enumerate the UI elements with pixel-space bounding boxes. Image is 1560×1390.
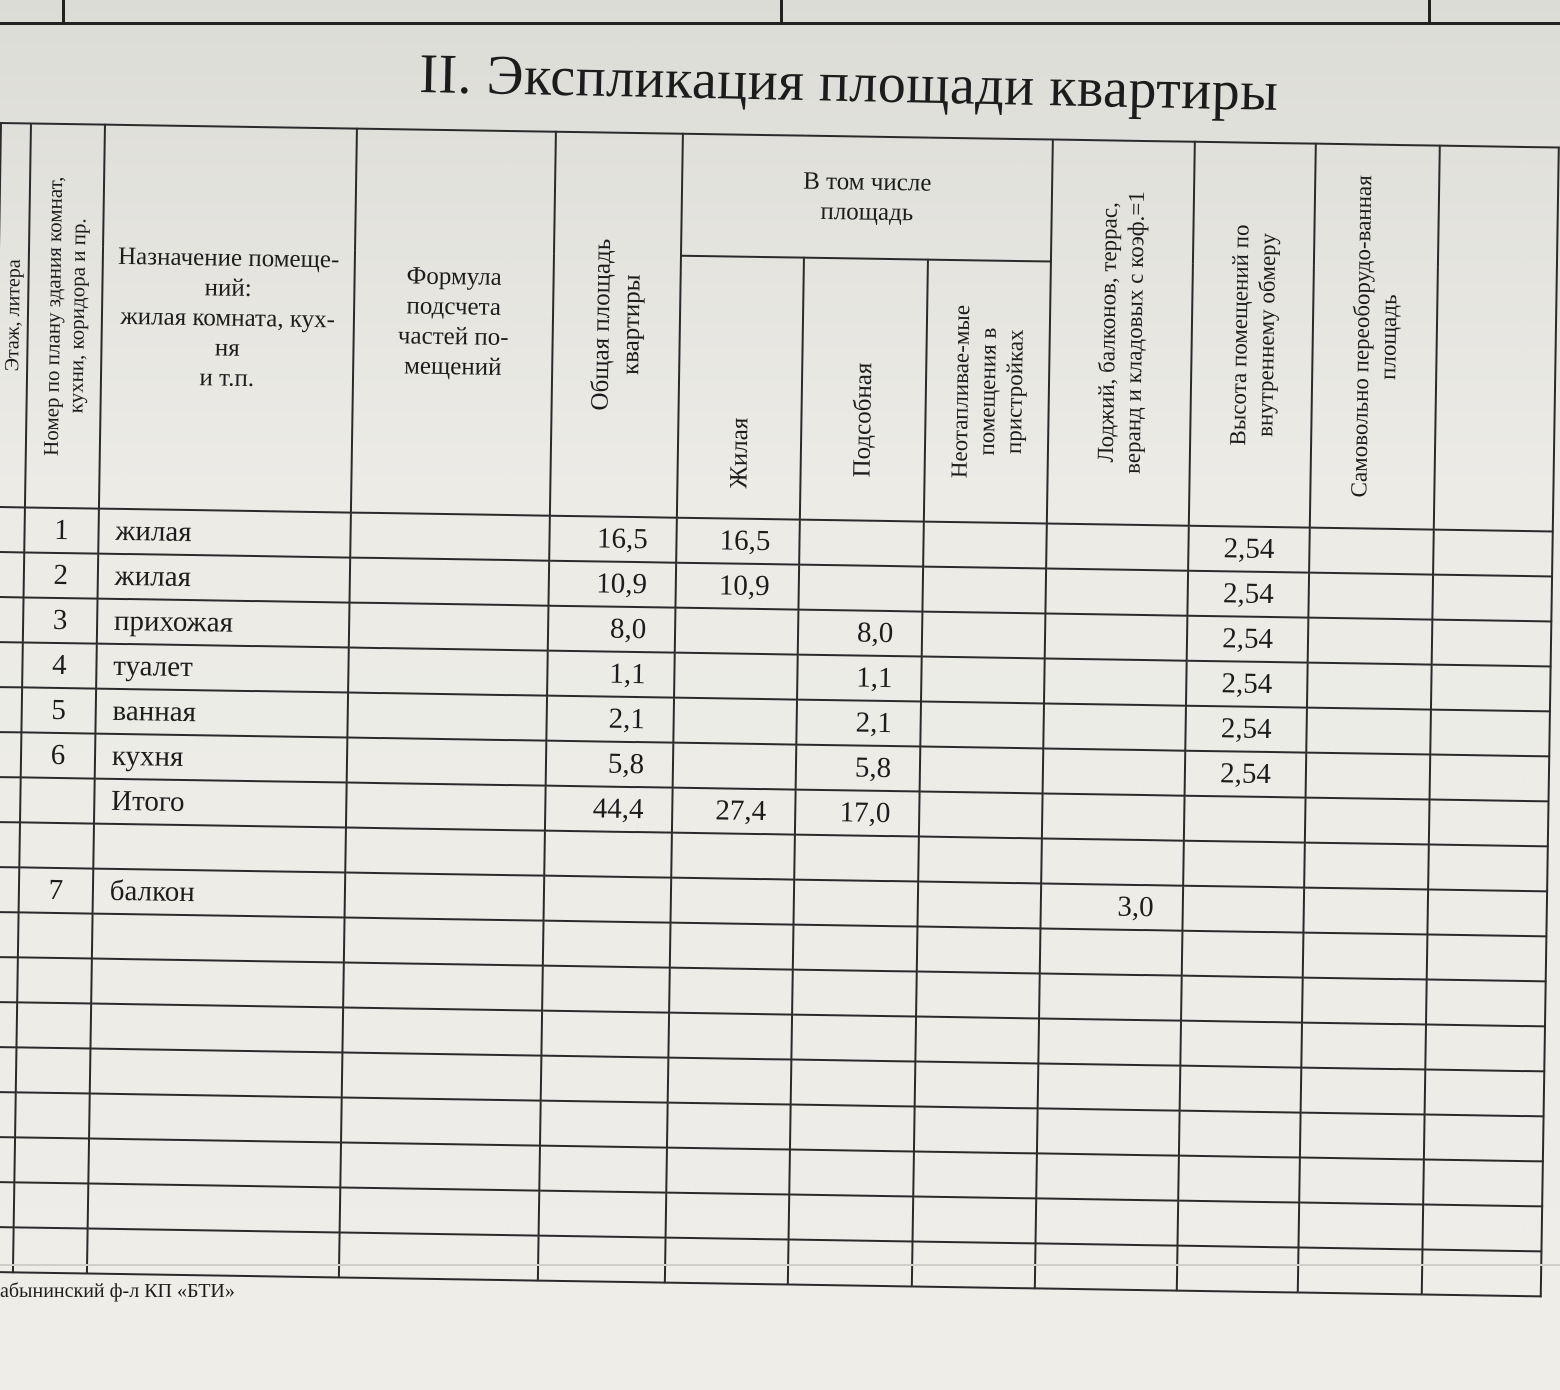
header-formula: Формула подсчета частей по- мещений [351, 129, 557, 516]
balcony-row: 7 балкон 3,0 [0, 867, 1547, 936]
table-row: 3 прихожая 8,0 8,0 2,54 [0, 597, 1551, 666]
total-row: Итого 44,4 27,4 17,0 [0, 777, 1549, 846]
header-liter: Этаж, литера [0, 123, 31, 507]
header-loggia: Лоджий, балконов, террас, веранд и кладовых с коэф.=1 [1047, 140, 1195, 526]
header-unauthorized-area: Самовольно переоборудо-ванная площадь [1310, 144, 1439, 530]
footer-organization: абынинский ф-л КП «БТИ» [0, 1280, 235, 1302]
table-row: 6 кухня 5,8 5,8 2,54 [0, 732, 1549, 801]
footer-divider [0, 1264, 1560, 1266]
header-including-area: В том числе площадь [681, 134, 1053, 262]
table-row: 1 жилая 16,5 16,5 2,54 [0, 507, 1553, 576]
table-row: 4 туалет 1,1 1,1 2,54 [0, 642, 1551, 711]
header-total-area: Общая площадь квартиры [550, 132, 683, 518]
page-title: II. Экспликация площади квартиры [418, 42, 1279, 123]
previous-table-bottom-edge [0, 0, 1560, 25]
header-room-number: Номер по плану здания комнат, кухни, коридора и пр. [25, 123, 105, 508]
header-unheated: Неотапливае-мые помещения в пристройках [924, 260, 1051, 524]
table-row: 2 жилая 10,9 10,9 2,54 [0, 552, 1552, 621]
header-auxiliary: Подсобная [800, 258, 928, 522]
header-extra-column [1433, 146, 1558, 532]
header-purpose: Назначение помеще- ний: жилая комната, кух- ня и т.п. [99, 125, 357, 513]
header-height: Высота помещений по внутреннему обмеру [1189, 142, 1317, 528]
area-explication-table [0, 122, 1560, 1297]
header-living: Жилая [677, 256, 804, 520]
table-row: 5 ванная 2,1 2,1 2,54 [0, 687, 1550, 756]
